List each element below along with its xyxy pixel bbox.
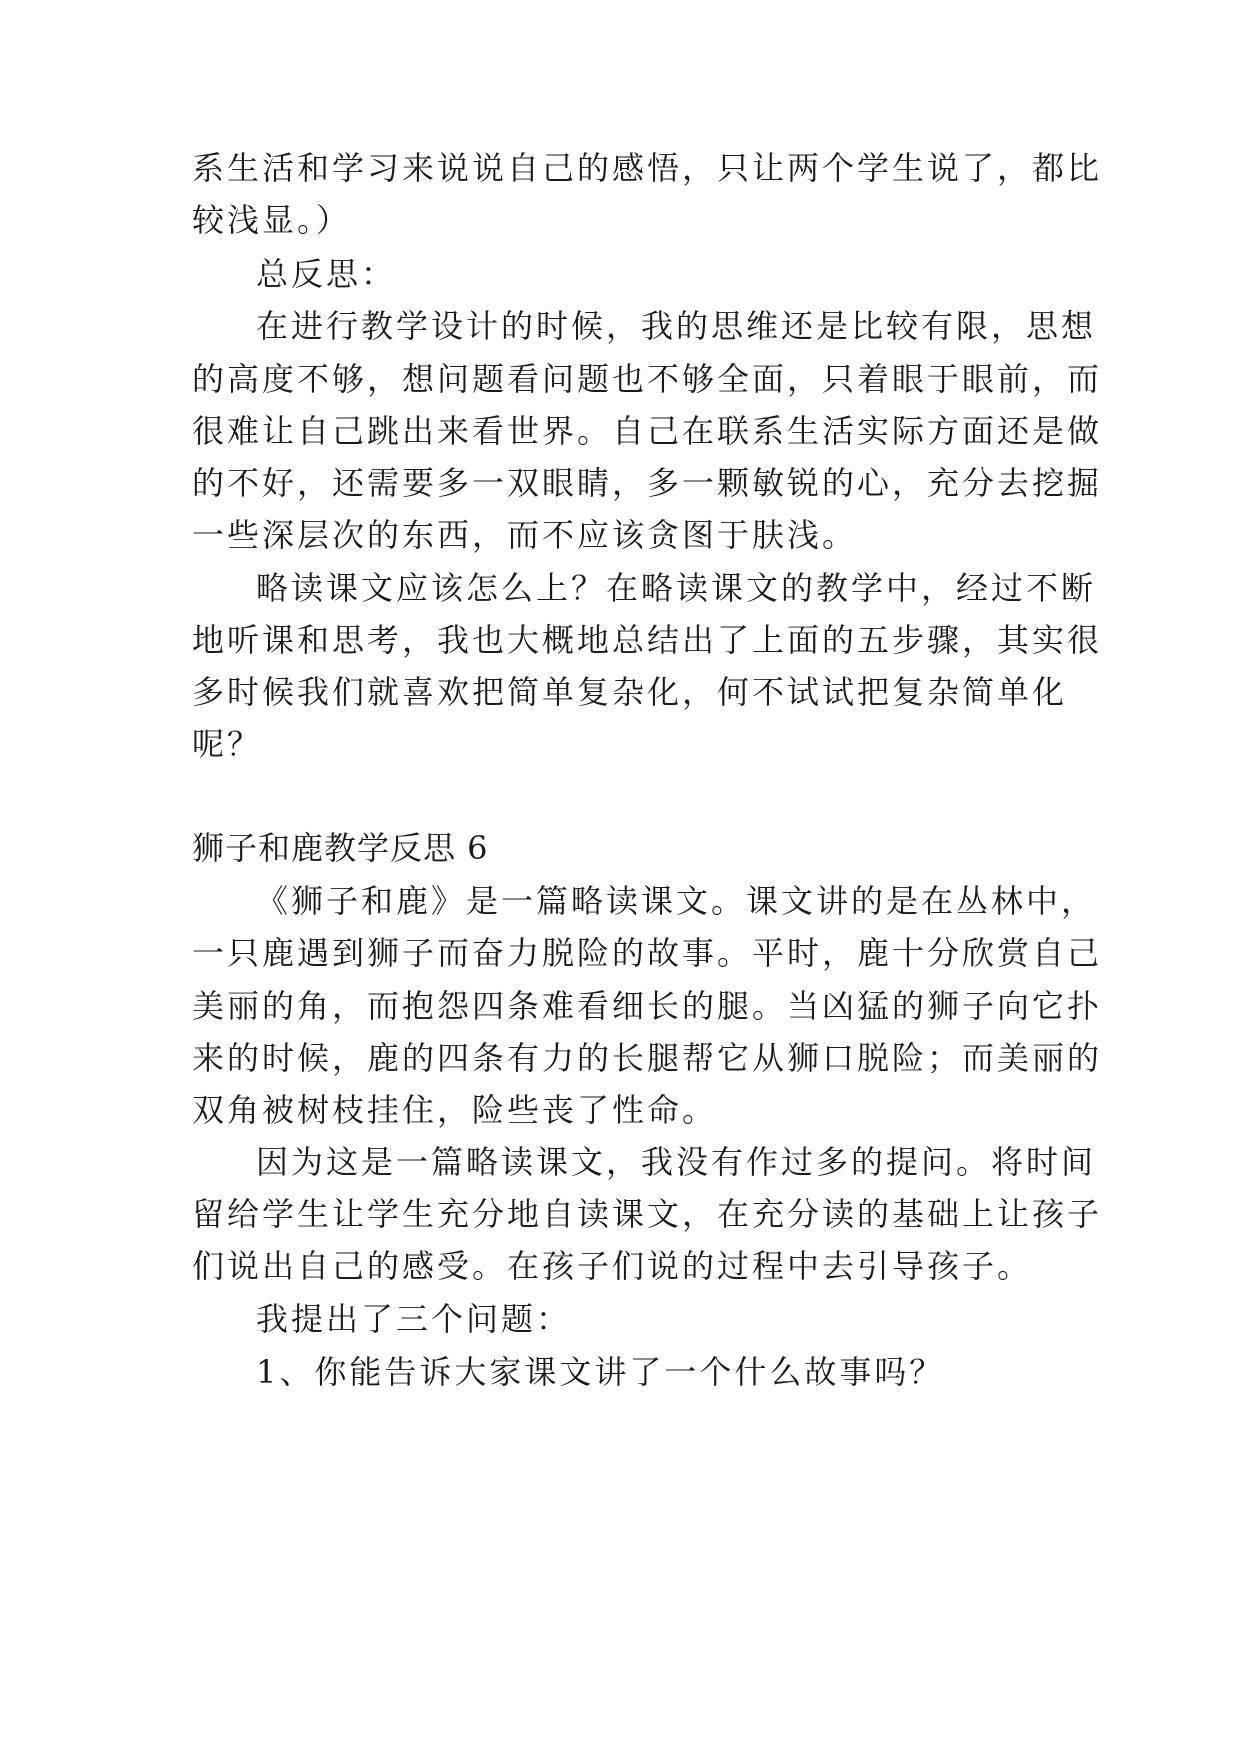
section-title: 狮子和鹿教学反思 6 — [192, 829, 489, 867]
paragraph-line: 很难让自己跳出来看世界。自己在联系生活实际方面还是做 — [192, 412, 1103, 450]
paragraph-line: 来的时候，鹿的四条有力的长腿帮它从狮口脱险；而美丽的 — [192, 1039, 1103, 1077]
paragraph-line: 我提出了三个问题： — [256, 1300, 572, 1338]
paragraph-line: 多时候我们就喜欢把简单复杂化，何不试试把复杂简单化 — [192, 673, 1068, 711]
paragraph-line: 总反思： — [256, 255, 397, 293]
paragraph-line: 美丽的角，而抱怨四条难看细长的腿。当凶猛的狮子向它扑 — [192, 987, 1103, 1025]
paragraph-line: 1、你能告诉大家课文讲了一个什么故事吗？ — [256, 1353, 945, 1391]
paragraph-line: 系生活和学习来说说自己的感悟，只让两个学生说了，都比 — [192, 149, 1103, 187]
paragraph-line: 呢？ — [192, 725, 263, 763]
paragraph-line: 较浅显。） — [192, 201, 352, 239]
paragraph-line: 在进行教学设计的时候，我的思维还是比较有限，思想 — [256, 307, 1097, 345]
paragraph-line: 留给学生让学生充分地自读课文，在充分读的基础上让孩子 — [192, 1195, 1103, 1233]
paragraph-line: 双角被树枝挂住，险些丧了性命。 — [192, 1091, 718, 1129]
paragraph-line: 们说出自己的感受。在孩子们说的过程中去引导孩子。 — [192, 1247, 1033, 1285]
paragraph-line: 的不好，还需要多一双眼睛，多一颗敏锐的心，充分去挖掘 — [192, 464, 1103, 502]
paragraph-line: 的高度不够，想问题看问题也不够全面，只着眼于眼前，而 — [192, 360, 1103, 398]
paragraph-line: 一些深层次的东西，而不应该贪图于肤浅。 — [192, 516, 858, 554]
paragraph-line: 《狮子和鹿》是一篇略读课文。课文讲的是在丛林中， — [256, 882, 1097, 920]
paragraph-line: 略读课文应该怎么上？在略读课文的教学中，经过不断 — [256, 569, 1097, 607]
paragraph-line: 地听课和思考，我也大概地总结出了上面的五步骤，其实很 — [192, 621, 1103, 659]
paragraph-line: 因为这是一篇略读课文，我没有作过多的提问。将时间 — [256, 1143, 1097, 1181]
paragraph-line: 一只鹿遇到狮子而奋力脱险的故事。平时，鹿十分欣赏自己 — [192, 934, 1103, 972]
